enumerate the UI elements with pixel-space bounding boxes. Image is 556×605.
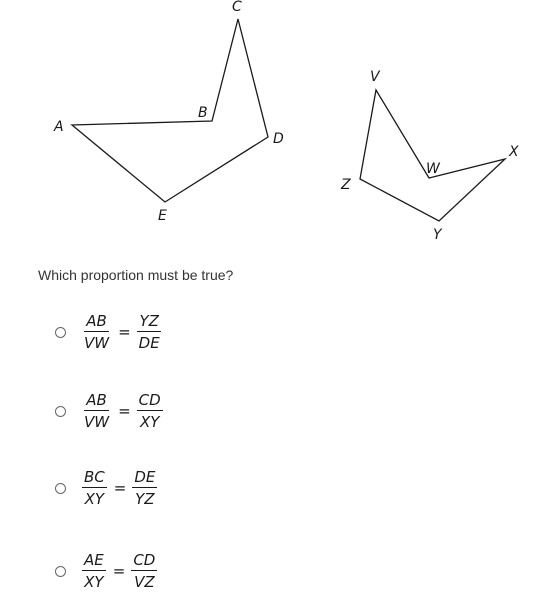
geometry-figure <box>0 0 556 250</box>
vertex-label-y: Y <box>433 227 442 243</box>
denominator: XY <box>84 490 105 508</box>
equals-sign: = <box>118 402 131 420</box>
numerator: AE <box>84 551 104 569</box>
numerator: AB <box>86 391 107 409</box>
vertex-label-x: X <box>509 144 519 160</box>
numerator: YZ <box>139 312 159 330</box>
answer-option-1[interactable] <box>55 312 162 352</box>
fraction-left <box>82 468 107 508</box>
vertex-label-b: B <box>198 105 208 121</box>
denominator: VW <box>84 413 110 431</box>
vertex-label-v: V <box>370 69 380 85</box>
answer-option-2[interactable] <box>55 391 163 431</box>
equals-sign: = <box>118 323 131 341</box>
vertex-label-d: D <box>273 131 284 147</box>
question-text: Which proportion must be true? <box>38 267 234 283</box>
radio-button[interactable] <box>55 327 66 338</box>
fraction-left <box>82 391 111 431</box>
denominator: VW <box>84 334 110 352</box>
equals-sign: = <box>113 479 127 497</box>
vertex-label-z: Z <box>341 177 351 193</box>
numerator: BC <box>84 468 105 486</box>
numerator: AB <box>86 312 107 330</box>
radio-button[interactable] <box>55 406 66 417</box>
answer-option-3[interactable] <box>55 468 157 508</box>
vertex-label-w: W <box>426 161 440 177</box>
fraction-right <box>137 312 162 352</box>
denominator: XY <box>139 413 160 431</box>
vertex-label-e: E <box>158 208 167 224</box>
vertex-label-c: C <box>232 0 242 15</box>
fraction-right <box>132 468 157 508</box>
vertex-label-a: A <box>54 119 64 135</box>
answer-option-4[interactable] <box>55 551 157 591</box>
denominator: XY <box>84 573 104 591</box>
numerator: CD <box>138 391 161 409</box>
denominator: YZ <box>135 490 155 508</box>
fraction-left <box>82 551 106 591</box>
fraction-left <box>82 312 111 352</box>
polygon-abcde <box>72 19 268 202</box>
radio-button[interactable] <box>55 566 66 577</box>
numerator: DE <box>134 468 156 486</box>
radio-button[interactable] <box>55 483 66 494</box>
fraction-right <box>137 391 163 431</box>
denominator: VZ <box>134 573 155 591</box>
fraction-right <box>131 551 157 591</box>
polygon-vwxyz <box>360 90 505 221</box>
numerator: CD <box>133 551 156 569</box>
equals-sign: = <box>112 562 126 580</box>
denominator: DE <box>138 334 160 352</box>
